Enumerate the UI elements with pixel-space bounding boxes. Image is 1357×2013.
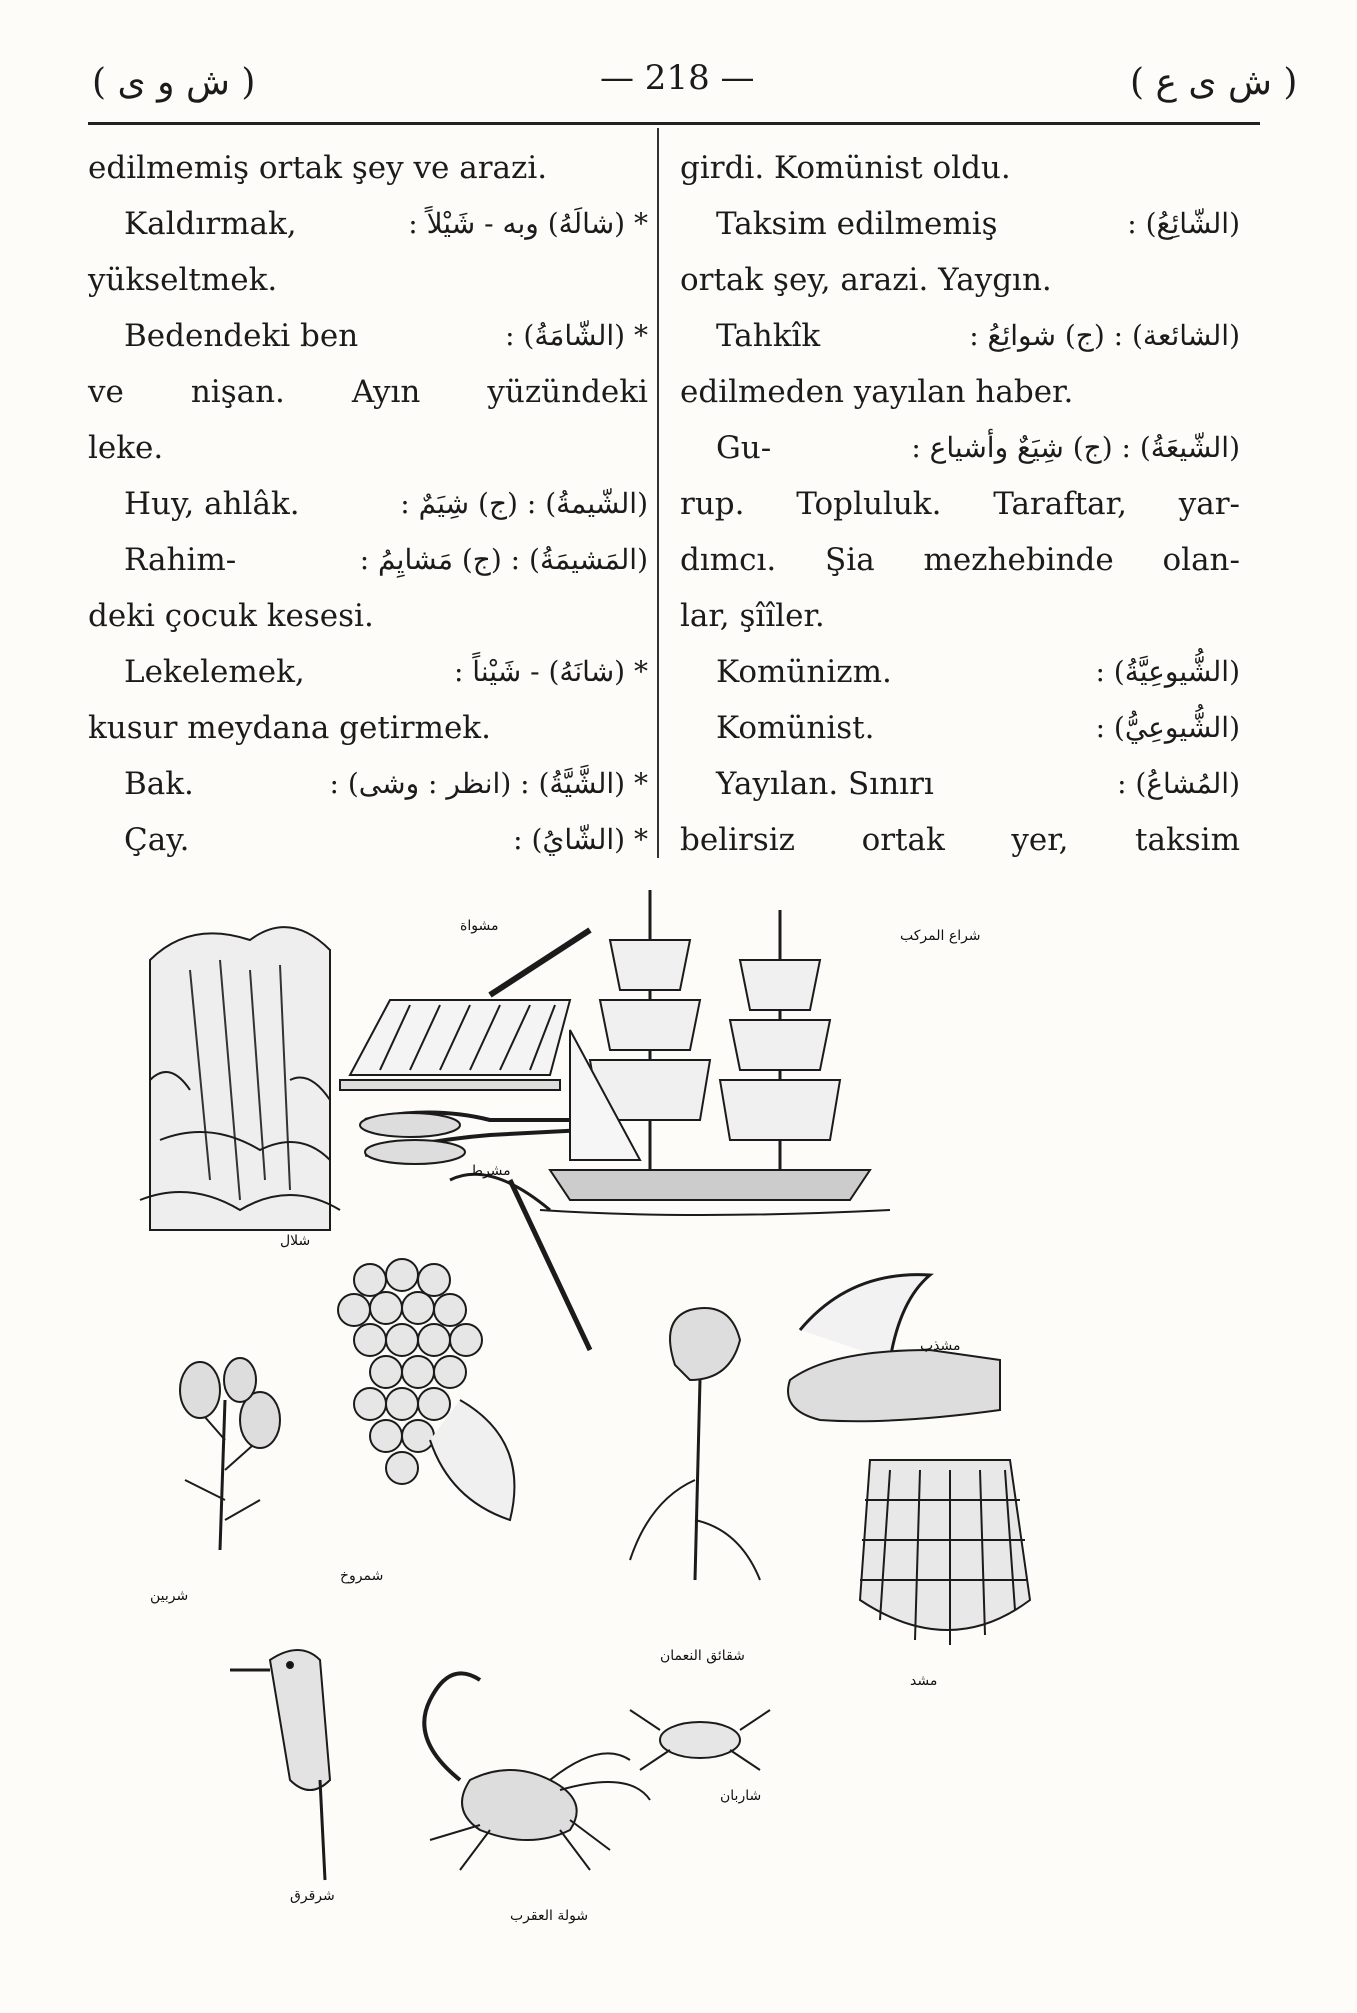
label-scissors: مشرط bbox=[470, 1163, 511, 1179]
right-text: Taksim edilmemiş bbox=[716, 206, 998, 242]
column-divider bbox=[657, 128, 659, 858]
right-text: edilmeden yayılan haber. bbox=[680, 374, 1074, 410]
right-word: Topluluk. bbox=[796, 486, 942, 522]
left-guide-word: ( ش و ى ) bbox=[92, 62, 256, 103]
label-waterfall: شلال bbox=[280, 1233, 311, 1249]
right-line bbox=[680, 364, 1240, 420]
left-text: Rahim- bbox=[124, 542, 237, 578]
right-text: ortak şey, arazi. Yaygın. bbox=[680, 262, 1052, 298]
ship-drawing bbox=[540, 890, 890, 1215]
left-text: Lekelemek, bbox=[124, 654, 305, 690]
left-arabic-headword: (الشّيمةُ) : (ج) شِيَمٌ : bbox=[400, 487, 648, 520]
label-grapes: شمروخ bbox=[340, 1568, 384, 1584]
woodpecker-drawing bbox=[230, 1650, 330, 1880]
left-word: ve bbox=[88, 374, 124, 410]
right-text: Komünist. bbox=[716, 710, 875, 746]
right-word: ortak bbox=[861, 822, 945, 858]
poppy-drawing bbox=[630, 1308, 760, 1580]
right-word: taksim bbox=[1135, 822, 1240, 858]
right-arabic-headword: (الشُّيوعِيُّ) : bbox=[1095, 711, 1240, 744]
pruning-knife-drawing bbox=[788, 1275, 1000, 1422]
left-column bbox=[88, 140, 648, 868]
right-word: Taraftar, bbox=[993, 486, 1127, 522]
right-word: yar- bbox=[1178, 486, 1240, 522]
right-arabic-headword: (المُشاعُ) : bbox=[1117, 767, 1240, 800]
right-arabic-headword: (الشّائِعُ) : bbox=[1127, 207, 1240, 240]
hoe-drawing bbox=[450, 1174, 590, 1350]
right-text: Tahkîk bbox=[716, 318, 821, 354]
label-poppy: شقائق النعمان bbox=[660, 1648, 745, 1664]
left-arabic-headword: * (شالَهُ) وبه - شَيْلاً : bbox=[408, 207, 648, 240]
left-arabic-headword: * (الشّامَةُ) : bbox=[505, 319, 648, 352]
left-text: yükseltmek. bbox=[88, 262, 278, 298]
right-word: rup. bbox=[680, 486, 745, 522]
right-word: Şia bbox=[825, 542, 875, 578]
right-line bbox=[680, 756, 1240, 812]
label-basket: مشد bbox=[910, 1673, 938, 1689]
left-line bbox=[88, 252, 648, 308]
left-text: Bedendeki ben bbox=[124, 318, 359, 354]
left-text: edilmemiş ortak şey ve arazi. bbox=[88, 150, 548, 186]
page-number: — 218 — bbox=[600, 58, 755, 98]
left-line bbox=[88, 140, 648, 196]
label-insect: شاربان bbox=[720, 1788, 762, 1804]
right-line bbox=[680, 644, 1240, 700]
left-line bbox=[88, 700, 648, 756]
label-knife: مشذب bbox=[920, 1338, 961, 1354]
right-line bbox=[680, 196, 1240, 252]
left-word: nişan. bbox=[190, 374, 285, 410]
basket-drawing bbox=[860, 1460, 1030, 1645]
right-line bbox=[680, 140, 1240, 196]
right-arabic-headword: (الشُّيوعِيَّةُ) : bbox=[1095, 655, 1240, 688]
right-text: girdi. Komünist oldu. bbox=[680, 150, 1011, 186]
pine-branch-drawing bbox=[180, 1358, 280, 1550]
right-word: yer, bbox=[1011, 822, 1069, 858]
right-line bbox=[680, 420, 1240, 476]
right-column bbox=[680, 140, 1240, 868]
header-rule bbox=[88, 122, 1260, 125]
left-text: Çay. bbox=[124, 822, 190, 858]
left-text: leke. bbox=[88, 430, 164, 466]
left-text: Kaldırmak, bbox=[124, 206, 297, 242]
left-text: deki çocuk kesesi. bbox=[88, 598, 374, 634]
right-line bbox=[680, 812, 1240, 868]
right-text: lar, şîîler. bbox=[680, 598, 825, 634]
left-arabic-headword: * (الشَّيَّةُ) : (انظر : وشى) : bbox=[329, 767, 648, 800]
right-word: olan- bbox=[1162, 542, 1240, 578]
right-line bbox=[680, 700, 1240, 756]
left-line bbox=[88, 308, 648, 364]
grapes-drawing bbox=[338, 1259, 514, 1520]
left-text: Huy, ahlâk. bbox=[124, 486, 300, 522]
left-line bbox=[88, 532, 648, 588]
grill-drawing bbox=[340, 930, 590, 1090]
right-guide-word: ( ش ى ع ) bbox=[1130, 62, 1298, 103]
right-arabic-headword: (الشائعة) : (ج) شوائِعُ : bbox=[969, 319, 1240, 352]
waterfall-drawing bbox=[140, 927, 340, 1230]
left-word: Ayın bbox=[351, 374, 421, 410]
scorpion-drawing bbox=[424, 1673, 650, 1870]
left-word: yüzündeki bbox=[487, 374, 648, 410]
shears-drawing bbox=[360, 1113, 590, 1165]
right-word: dımcı. bbox=[680, 542, 777, 578]
left-arabic-headword: * (شانَهُ) - شَيْناً : bbox=[453, 655, 648, 688]
right-word: belirsiz bbox=[680, 822, 795, 858]
right-line bbox=[680, 588, 1240, 644]
right-arabic-headword: (الشّيعَةُ) : (ج) شِيَعٌ وأشياع : bbox=[911, 431, 1240, 464]
label-pine: شربين bbox=[150, 1588, 189, 1604]
label-woodpecker: شرقرق bbox=[290, 1888, 335, 1904]
left-line bbox=[88, 588, 648, 644]
label-grill: مشواة bbox=[460, 918, 499, 934]
right-text: Komünizm. bbox=[716, 654, 892, 690]
left-text: kusur meydana getirmek. bbox=[88, 710, 491, 746]
right-text: Gu- bbox=[716, 430, 772, 466]
left-line bbox=[88, 644, 648, 700]
left-line bbox=[88, 476, 648, 532]
illustration-plate bbox=[130, 880, 1220, 1990]
left-line bbox=[88, 812, 648, 868]
left-text: Bak. bbox=[124, 766, 194, 802]
right-line bbox=[680, 532, 1240, 588]
left-line bbox=[88, 420, 648, 476]
right-line bbox=[680, 252, 1240, 308]
insect-drawing bbox=[630, 1710, 770, 1770]
label-ship-sails: شراع المركب bbox=[900, 928, 981, 944]
label-scorpion: شولة العقرب bbox=[510, 1908, 589, 1924]
right-line bbox=[680, 476, 1240, 532]
left-line bbox=[88, 756, 648, 812]
left-line bbox=[88, 196, 648, 252]
left-arabic-headword: * (الشّايُ) : bbox=[513, 823, 648, 856]
page-header bbox=[0, 52, 1357, 132]
left-arabic-headword: (المَشيمَةُ) : (ج) مَشايِمُ : bbox=[359, 543, 648, 576]
left-line bbox=[88, 364, 648, 420]
right-text: Yayılan. Sınırı bbox=[716, 766, 934, 802]
right-word: mezhebinde bbox=[923, 542, 1114, 578]
right-line bbox=[680, 308, 1240, 364]
